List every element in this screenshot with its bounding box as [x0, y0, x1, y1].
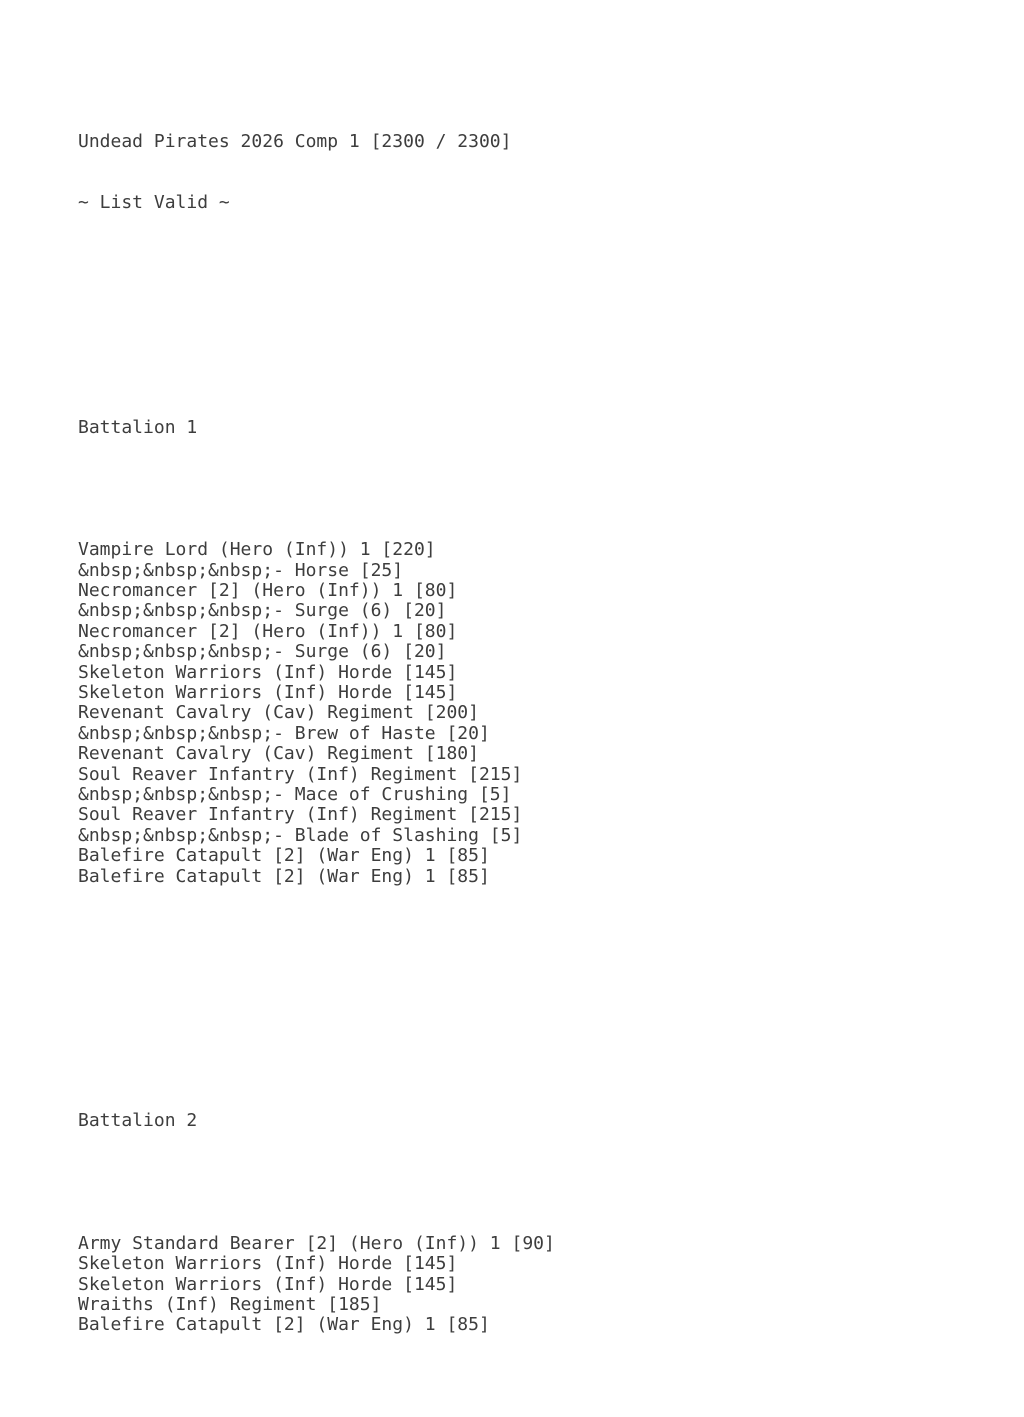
list-entry: Skeleton Warriors (Inf) Horde [145] — [78, 661, 458, 683]
list-entry: Revenant Cavalry (Cav) Regiment [180] — [78, 743, 479, 765]
blank-lines — [78, 275, 984, 316]
battalion-1-header: Battalion 1 — [78, 416, 198, 438]
battalion-1-section — [78, 377, 984, 928]
list-entry: &nbsp;&nbsp;&nbsp;- Blade of Slashing [5] — [78, 824, 523, 846]
battalion-2-section — [78, 1071, 984, 1377]
list-title: Undead Pirates 2026 Comp 1 [2300 / 2300] — [78, 131, 512, 153]
list-entry: &nbsp;&nbsp;&nbsp;- Surge (6) [20] — [78, 641, 447, 663]
battalion-2-header: Battalion 2 — [78, 1110, 198, 1132]
list-entry: Soul Reaver Infantry (Inf) Regiment [215] — [78, 763, 523, 785]
list-entry: &nbsp;&nbsp;&nbsp;- Brew of Haste [20] — [78, 722, 490, 744]
list-entry: Balefire Catapult [2] (War Eng) 1 [85] — [78, 1314, 490, 1336]
list-entry: Balefire Catapult [2] (War Eng) 1 [85] — [78, 865, 490, 887]
list-entry: Soul Reaver Infantry (Inf) Regiment [215] — [78, 804, 523, 826]
list-entry: Wraiths (Inf) Regiment [185] — [78, 1293, 382, 1315]
list-entry: Revenant Cavalry (Cav) Regiment [200] — [78, 702, 479, 724]
blank-line — [78, 989, 984, 1009]
battalion-2-entries — [78, 1173, 984, 1336]
list-entry: Necromancer [2] (Hero (Inf)) 1 [80] — [78, 620, 458, 642]
list-entry: &nbsp;&nbsp;&nbsp;- Surge (6) [20] — [78, 600, 447, 622]
list-entry: Army Standard Bearer [2] (Hero (Inf)) 1 [90] — [78, 1232, 555, 1254]
list-entry: Necromancer [2] (Hero (Inf)) 1 [80] — [78, 580, 458, 602]
list-entry: Skeleton Warriors (Inf) Horde [145] — [78, 682, 458, 704]
list-entry: Skeleton Warriors (Inf) Horde [145] — [78, 1253, 458, 1275]
battalion-1-entries — [78, 479, 984, 887]
list-entry: &nbsp;&nbsp;&nbsp;- Horse [25] — [78, 559, 404, 581]
list-entry: Vampire Lord (Hero (Inf)) 1 [220] — [78, 539, 436, 561]
list-entry: &nbsp;&nbsp;&nbsp;- Mace of Crushing [5] — [78, 783, 512, 805]
list-valid-status: ~ List Valid ~ — [78, 192, 230, 214]
list-entry: Skeleton Warriors (Inf) Horde [145] — [78, 1273, 458, 1295]
list-entry: Balefire Catapult [2] (War Eng) 1 [85] — [78, 845, 490, 867]
